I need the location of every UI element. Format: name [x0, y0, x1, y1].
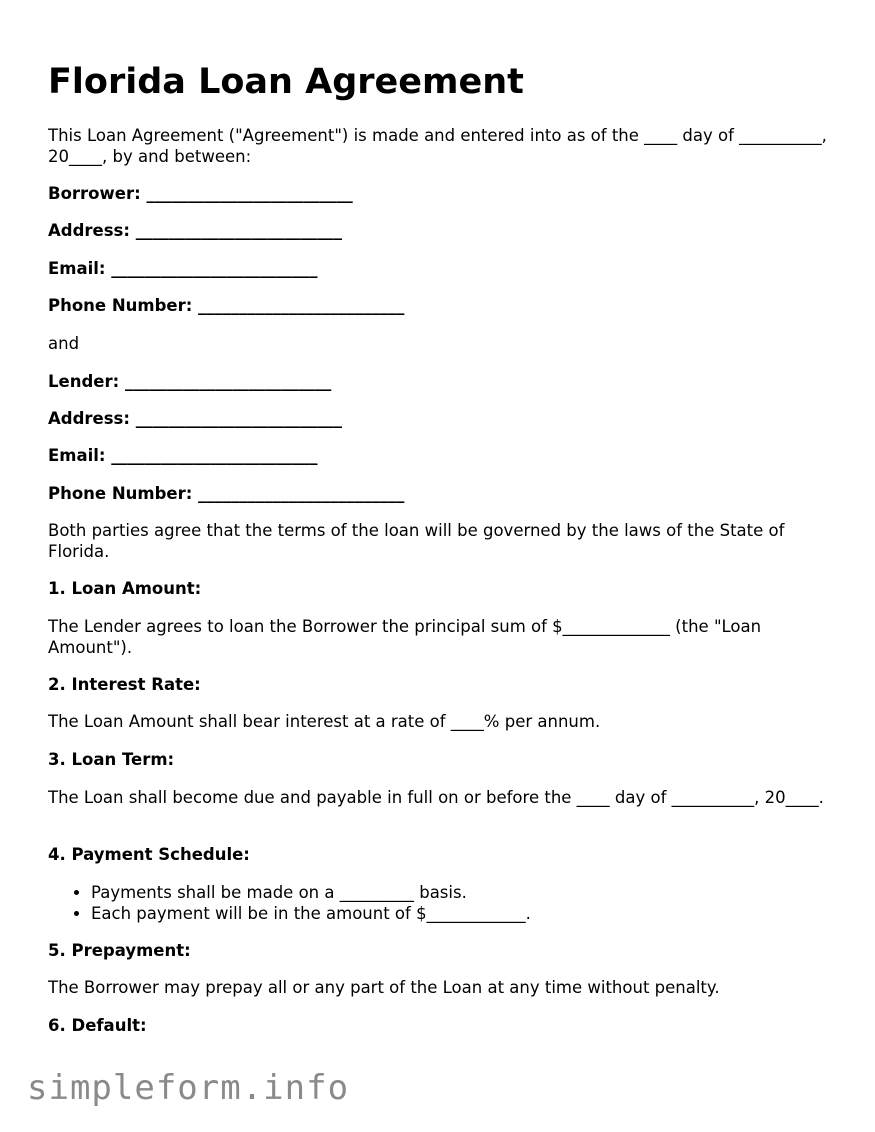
section-text-prepayment: The Borrower may prepay all or any part of the Loan at any time without penalty.	[48, 978, 720, 997]
borrower-email-line	[48, 259, 828, 280]
lender-phone-label: Phone Number:	[48, 484, 193, 503]
lender-phone-blank[interactable]: _________________________	[192, 484, 405, 503]
lender-address-blank[interactable]: _________________________	[129, 409, 342, 428]
borrower-address-blank[interactable]: _________________________	[129, 221, 342, 240]
lender-email-label: Email:	[48, 446, 106, 465]
section-heading-interest-rate: 2. Interest Rate:	[48, 675, 201, 694]
borrower-phone-label: Phone Number:	[48, 296, 193, 315]
intro-paragraph: This Loan Agreement ("Agreement") is made and entered into as of the ____ day of __________, 20____, by and between:	[48, 126, 827, 166]
lender-email-line	[48, 446, 828, 467]
lender-email-blank[interactable]: _________________________	[105, 446, 318, 465]
list-item: • Payments shall be made on a _________ basis.	[91, 882, 531, 903]
watermark-text: simpleform.info	[27, 1068, 350, 1108]
borrower-name-label: Borrower:	[48, 184, 141, 203]
section-heading-default: 6. Default:	[48, 1016, 147, 1035]
page-title: Florida Loan Agreement	[48, 62, 524, 102]
section-heading-prepayment: 5. Prepayment:	[48, 941, 191, 960]
section-text-loan-amount: The Lender agrees to loan the Borrower the principal sum of $_____________ (the "Loan Amount").	[48, 617, 762, 657]
list-item: • Each payment will be in the amount of $____________.	[91, 903, 531, 924]
borrower-name-line	[48, 184, 828, 205]
lender-phone-line	[48, 484, 828, 505]
borrower-email-blank[interactable]: _________________________	[105, 259, 318, 278]
lender-address-label: Address:	[48, 409, 130, 428]
borrower-name-blank[interactable]: _________________________	[140, 184, 353, 203]
section-text-loan-term: The Loan shall become due and payable in full on or before the ____ day of __________, 20____.	[48, 788, 824, 807]
lender-name-line	[48, 372, 828, 393]
governing-law-paragraph: Both parties agree that the terms of the loan will be governed by the laws of the State of Florida.	[48, 521, 785, 561]
section-heading-loan-amount: 1. Loan Amount:	[48, 579, 202, 598]
borrower-phone-line	[48, 296, 828, 317]
lender-address-line	[48, 409, 828, 430]
and-text: and	[48, 334, 80, 353]
lender-name-label: Lender:	[48, 372, 120, 391]
lender-name-blank[interactable]: _________________________	[119, 372, 332, 391]
payment-schedule-list	[48, 882, 531, 924]
borrower-phone-blank[interactable]: _________________________	[192, 296, 405, 315]
section-heading-payment-schedule: 4. Payment Schedule:	[48, 845, 250, 864]
borrower-address-line	[48, 221, 828, 242]
borrower-email-label: Email:	[48, 259, 106, 278]
section-text-interest-rate: The Loan Amount shall bear interest at a rate of ____% per annum.	[48, 712, 601, 731]
section-heading-loan-term: 3. Loan Term:	[48, 750, 175, 769]
borrower-address-label: Address:	[48, 221, 130, 240]
